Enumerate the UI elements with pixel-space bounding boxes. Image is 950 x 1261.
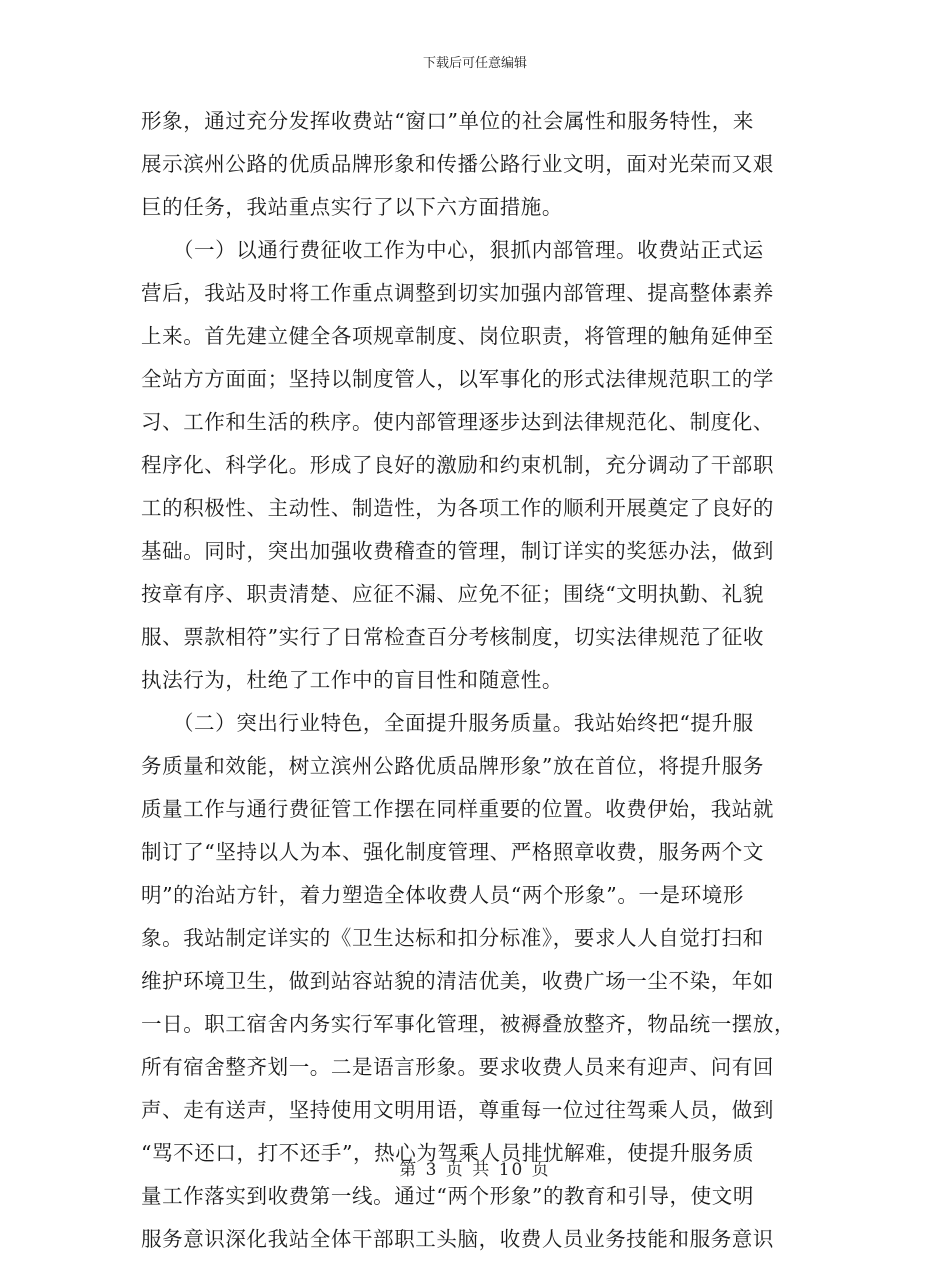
text-line: 务质量和效能，树立滨州公路优质品牌形象”放在首位，将提升服务 — [141, 754, 764, 778]
text-line: 习、工作和生活的秩序。使内部管理逐步达到法律规范化、制度化、 — [141, 410, 774, 434]
text-line: 象。我站制定详实的《卫生达标和扣分标准》，要求人人自觉打扫和 — [141, 926, 764, 950]
document-body — [141, 100, 806, 1261]
text-line: 明”的治站方针，着力塑造全体收费人员“两个形象”。一是环境形 — [141, 883, 744, 907]
text-line: 程序化、科学化。形成了良好的激励和约束机制，充分调动了干部职 — [141, 453, 774, 477]
text-line: 服、票款相符”实行了日常检查百分考核制度，切实法律规范了征收 — [141, 625, 764, 649]
text-line: （二）突出行业特色，全面提升服务质量。我站始终把“提升服 — [141, 711, 754, 735]
text-line: 全站方方面面；坚持以制度管人，以军事化的形式法律规范职工的学 — [141, 367, 774, 391]
text-line: 执法行为，杜绝了工作中的盲目性和随意性。 — [141, 668, 563, 692]
page-number-footer: 第 3 页 共 10 页 — [399, 1160, 551, 1180]
text-line: 基础。同时，突出加强收费稽查的管理，制订详实的奖惩办法，做到 — [141, 539, 774, 563]
text-line: （一）以通行费征收工作为中心，狠抓内部管理。收费站正式运 — [141, 238, 764, 262]
text-line: 质量工作与通行费征管工作摆在同样重要的位置。收费伊始，我站就 — [141, 797, 774, 821]
text-line: 展示滨州公路的优质品牌形象和传播公路行业文明，面对光荣而又艰 — [141, 152, 774, 176]
text-line: 上来。首先建立健全各项规章制度、岗位职责，将管理的触角延伸至 — [141, 324, 774, 348]
text-line: 声、走有送声，坚持使用文明用语，尊重每一位过往驾乘人员，做到 — [141, 1098, 774, 1122]
text-line: 所有宿舍整齐划一。二是语言形象。要求收费人员来有迎声、问有回 — [141, 1055, 774, 1079]
text-line: 一日。职工宿舍内务实行军事化管理，被褥叠放整齐，物品统一摆放， — [141, 1012, 796, 1036]
text-line: 服务意识深化我站全体干部职工头脑，收费人员业务技能和服务意识 — [141, 1227, 774, 1251]
text-line: 形象，通过充分发挥收费站“窗口”单位的社会属性和服务特性，来 — [141, 109, 754, 133]
text-line: 按章有序、职责清楚、应征不漏、应免不征；围绕“文明执勤、礼貌 — [141, 582, 764, 606]
text-line: 工的积极性、主动性、制造性，为各项工作的顺利开展奠定了良好的 — [141, 496, 774, 520]
text-line: 维护环境卫生，做到站容站貌的清洁优美，收费广场一尘不染，年如 — [141, 969, 774, 993]
text-line: 制订了“坚持以人为本、强化制度管理、严格照章收费，服务两个文 — [141, 840, 764, 864]
page-header: 下载后可任意编辑 — [422, 56, 527, 71]
text-line: 巨的任务，我站重点实行了以下六方面措施。 — [141, 195, 563, 219]
text-line: 量工作落实到收费第一线。通过“两个形象”的教育和引导，使文明 — [141, 1184, 754, 1208]
text-line: “骂不还口，打不还手”，热心为驾乘人员排忧解难，使提升服务质 — [141, 1141, 754, 1165]
text-line: 营后，我站及时将工作重点调整到切实加强内部管理、提高整体素养 — [141, 281, 774, 305]
